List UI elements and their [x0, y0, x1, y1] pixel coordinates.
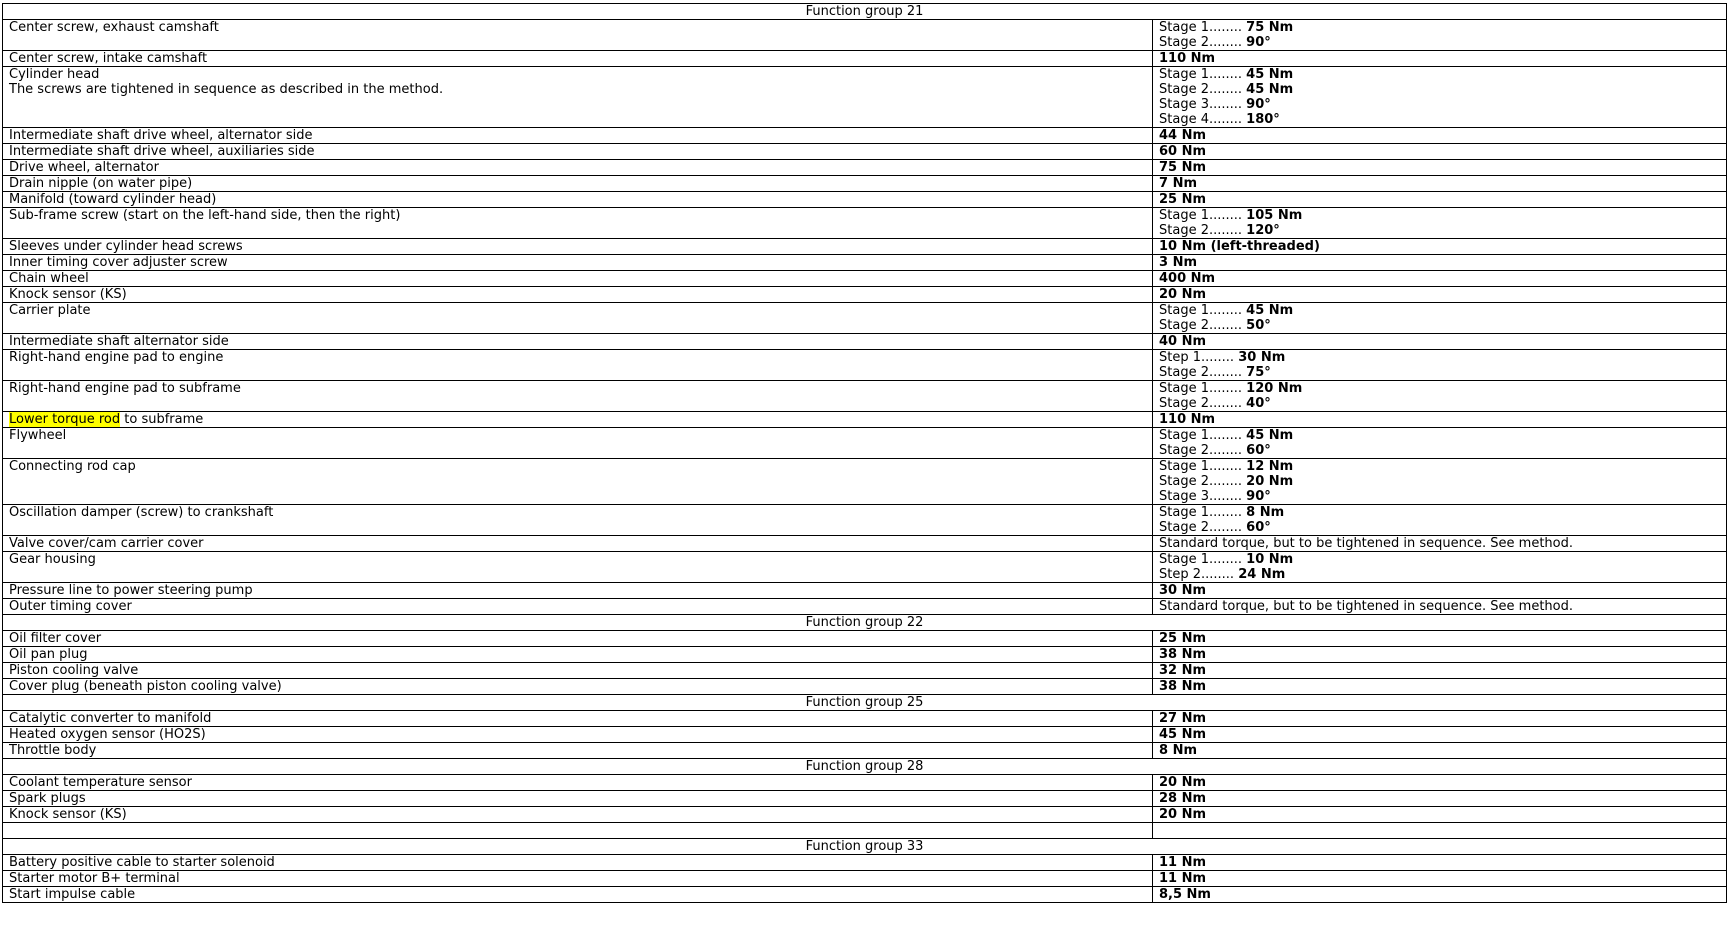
stage-label: Step 1........ [1159, 350, 1239, 365]
stage-label: Stage 3........ [1159, 97, 1247, 112]
stage-label: Stage 1........ [1159, 459, 1247, 474]
torque-spec-line [1159, 807, 1726, 822]
table-row [3, 192, 1727, 208]
table-row [3, 599, 1727, 615]
torque-spec-line [1159, 887, 1726, 902]
torque-value: 8 Nm [1246, 505, 1285, 520]
torque-value: 44 Nm [1159, 128, 1207, 143]
table-row [3, 239, 1727, 255]
torque-spec-cell [1153, 303, 1727, 334]
torque-spec-line [1159, 552, 1726, 567]
stage-label: Stage 2........ [1159, 396, 1247, 411]
function-group-title: Function group 21 [3, 4, 1727, 20]
component-description: Sleeves under cylinder head screws [9, 239, 243, 254]
component-description: Starter motor B+ terminal [9, 871, 180, 886]
component-cell [3, 192, 1153, 208]
torque-value: 28 Nm [1159, 791, 1207, 806]
component-description: Knock sensor (KS) [9, 807, 127, 822]
component-cell [3, 51, 1153, 67]
torque-spec-cell [1153, 20, 1727, 51]
torque-spec-cell [1153, 334, 1727, 350]
component-cell [3, 428, 1153, 459]
table-row [3, 505, 1727, 536]
component-description: Intermediate shaft drive wheel, auxiliaries side [9, 144, 315, 159]
stage-label: Stage 4........ [1159, 112, 1247, 127]
component-description: Catalytic converter to manifold [9, 711, 212, 726]
component-description: Manifold (toward cylinder head) [9, 192, 217, 207]
torque-spec-cell [1153, 412, 1727, 428]
torque-value: 12 Nm [1246, 459, 1294, 474]
torque-spec-line [1159, 334, 1726, 349]
torque-spec-line [1159, 871, 1726, 886]
component-cell [3, 334, 1153, 350]
component-description: Carrier plate [9, 303, 91, 318]
torque-spec-cell [1153, 791, 1727, 807]
torque-spec-cell [1153, 160, 1727, 176]
component-cell [3, 775, 1153, 791]
torque-spec-line [1159, 536, 1726, 551]
torque-table-body [3, 4, 1727, 903]
component-cell [3, 128, 1153, 144]
table-row [3, 583, 1727, 599]
component-cell [3, 459, 1153, 505]
torque-spec-cell [1153, 807, 1727, 823]
component-description: Outer timing cover [9, 599, 132, 614]
component-description: Intermediate shaft drive wheel, alternator side [9, 128, 313, 143]
torque-spec-line [1159, 51, 1726, 66]
component-description [9, 823, 1152, 838]
component-description: Oscillation damper (screw) to crankshaft [9, 505, 274, 520]
torque-spec-cell [1153, 727, 1727, 743]
torque-value: 8,5 Nm [1159, 887, 1211, 902]
group-header-row [3, 615, 1727, 631]
torque-value: 20 Nm [1159, 807, 1207, 822]
group-header-row [3, 4, 1727, 20]
torque-value: 30 Nm [1238, 350, 1286, 365]
torque-spec-line [1159, 35, 1726, 50]
component-description: Right-hand engine pad to subframe [9, 381, 241, 396]
function-group-title: Function group 25 [3, 695, 1727, 711]
torque-value: 11 Nm [1159, 871, 1207, 886]
torque-spec-line [1159, 791, 1726, 806]
torque-spec-line [1159, 303, 1726, 318]
torque-value: 120° [1246, 223, 1280, 238]
torque-value: 40 Nm [1159, 334, 1207, 349]
component-cell [3, 583, 1153, 599]
group-header-row [3, 695, 1727, 711]
torque-spec-cell [1153, 855, 1727, 871]
stage-label: Stage 1........ [1159, 381, 1247, 396]
table-row [3, 128, 1727, 144]
table-row [3, 412, 1727, 428]
table-row [3, 287, 1727, 303]
torque-spec-line [1159, 144, 1726, 159]
torque-value: 400 Nm [1159, 271, 1216, 286]
table-row [3, 67, 1727, 128]
stage-label: Stage 1........ [1159, 303, 1247, 318]
torque-spec-line [1159, 567, 1726, 582]
torque-table [2, 3, 1727, 903]
torque-spec-line [1159, 318, 1726, 333]
torque-value: 25 Nm [1159, 631, 1207, 646]
component-cell [3, 381, 1153, 412]
torque-spec-line [1159, 287, 1726, 302]
torque-spec-cell [1153, 192, 1727, 208]
table-row [3, 459, 1727, 505]
stage-label: Stage 1........ [1159, 552, 1247, 567]
torque-value: 60 Nm [1159, 144, 1207, 159]
table-row [3, 552, 1727, 583]
stage-label: Stage 2........ [1159, 223, 1247, 238]
torque-spec-cell [1153, 823, 1727, 839]
component-description: Center screw, intake camshaft [9, 51, 208, 66]
group-header-row [3, 839, 1727, 855]
component-cell [3, 144, 1153, 160]
table-row [3, 887, 1727, 903]
stage-label: Stage 1........ [1159, 428, 1247, 443]
torque-spec-line [1159, 208, 1726, 223]
torque-spec-line [1159, 775, 1726, 790]
torque-spec-line [1159, 271, 1726, 286]
table-row [3, 823, 1727, 839]
torque-spec-line [1159, 599, 1726, 614]
torque-value: 24 Nm [1238, 567, 1286, 582]
stage-label: Stage 1........ [1159, 67, 1247, 82]
description-remainder: to subframe [120, 412, 204, 427]
component-cell [3, 727, 1153, 743]
table-row [3, 271, 1727, 287]
table-row [3, 807, 1727, 823]
torque-value: 75° [1246, 365, 1271, 380]
table-row [3, 350, 1727, 381]
torque-value: 3 Nm [1159, 255, 1197, 270]
torque-value: 105 Nm [1246, 208, 1303, 223]
torque-value: 90° [1246, 97, 1271, 112]
table-row [3, 791, 1727, 807]
torque-value: 32 Nm [1159, 663, 1207, 678]
component-cell [3, 20, 1153, 51]
torque-value: 120 Nm [1246, 381, 1303, 396]
component-description: Valve cover/cam carrier cover [9, 536, 204, 551]
torque-spec-cell [1153, 775, 1727, 791]
table-row [3, 663, 1727, 679]
component-description: Cylinder head [9, 67, 100, 82]
torque-spec-cell [1153, 552, 1727, 583]
component-cell [3, 303, 1153, 334]
component-cell [3, 350, 1153, 381]
torque-value: 45 Nm [1246, 303, 1294, 318]
component-cell [3, 855, 1153, 871]
component-cell [3, 711, 1153, 727]
table-row [3, 743, 1727, 759]
table-row [3, 208, 1727, 239]
torque-value: 40° [1246, 396, 1271, 411]
stage-label: Stage 2........ [1159, 35, 1247, 50]
torque-spec-cell [1153, 287, 1727, 303]
component-description: Right-hand engine pad to engine [9, 350, 224, 365]
torque-spec-line [1159, 365, 1726, 380]
component-cell [3, 505, 1153, 536]
torque-value: 45 Nm [1246, 82, 1294, 97]
torque-spec-cell [1153, 144, 1727, 160]
table-row [3, 855, 1727, 871]
function-group-title: Function group 28 [3, 759, 1727, 775]
component-cell [3, 176, 1153, 192]
torque-value: 38 Nm [1159, 679, 1207, 694]
torque-spec-line [1159, 443, 1726, 458]
component-description: Chain wheel [9, 271, 89, 286]
torque-spec-cell [1153, 647, 1727, 663]
table-row [3, 428, 1727, 459]
torque-value: 45 Nm [1159, 727, 1207, 742]
torque-spec-line [1159, 67, 1726, 82]
torque-spec-line [1159, 855, 1726, 870]
torque-value: 20 Nm [1159, 775, 1207, 790]
component-description: Inner timing cover adjuster screw [9, 255, 228, 270]
table-row [3, 144, 1727, 160]
torque-spec-cell [1153, 583, 1727, 599]
torque-spec-cell [1153, 743, 1727, 759]
component-description: Battery positive cable to starter solenoid [9, 855, 275, 870]
component-cell [3, 287, 1153, 303]
torque-spec-cell [1153, 871, 1727, 887]
torque-spec-cell [1153, 67, 1727, 128]
torque-spec-line [1159, 647, 1726, 662]
component-description [9, 412, 1152, 427]
torque-spec-cell [1153, 255, 1727, 271]
torque-spec-cell [1153, 599, 1727, 615]
component-description: Cover plug (beneath piston cooling valve) [9, 679, 282, 694]
table-row [3, 51, 1727, 67]
torque-value: 60° [1246, 443, 1271, 458]
component-cell [3, 160, 1153, 176]
stage-label: Standard torque, but to be tightened in sequence. See method. [1159, 536, 1574, 551]
torque-value: 38 Nm [1159, 647, 1207, 662]
component-cell [3, 67, 1153, 128]
torque-spec-cell [1153, 459, 1727, 505]
component-cell [3, 791, 1153, 807]
component-description: Oil pan plug [9, 647, 88, 662]
torque-spec-line [1159, 663, 1726, 678]
stage-label: Stage 2........ [1159, 443, 1247, 458]
component-description: Coolant temperature sensor [9, 775, 192, 790]
component-description: Center screw, exhaust camshaft [9, 20, 219, 35]
torque-spec-cell [1153, 51, 1727, 67]
torque-spec-line [1159, 505, 1726, 520]
torque-value: 90° [1246, 35, 1271, 50]
torque-spec-line [1159, 428, 1726, 443]
table-row [3, 727, 1727, 743]
torque-spec-cell [1153, 663, 1727, 679]
torque-value: 110 Nm [1159, 412, 1216, 427]
torque-spec-line [1159, 459, 1726, 474]
table-row [3, 871, 1727, 887]
torque-spec-line [1159, 350, 1726, 365]
torque-spec-cell [1153, 271, 1727, 287]
torque-value: 8 Nm [1159, 743, 1197, 758]
torque-spec-line [1159, 20, 1726, 35]
torque-value: 50° [1246, 318, 1271, 333]
torque-value: 75 Nm [1246, 20, 1294, 35]
table-row [3, 711, 1727, 727]
component-cell [3, 208, 1153, 239]
stage-label: Stage 2........ [1159, 520, 1247, 535]
stage-label: Stage 1........ [1159, 20, 1247, 35]
component-cell [3, 631, 1153, 647]
torque-spec-line [1159, 631, 1726, 646]
torque-spec-line [1159, 160, 1726, 175]
torque-value: 180° [1246, 112, 1280, 127]
table-row [3, 647, 1727, 663]
table-row [3, 20, 1727, 51]
component-cell [3, 536, 1153, 552]
component-cell [3, 647, 1153, 663]
component-description: Throttle body [9, 743, 97, 758]
torque-spec-cell [1153, 350, 1727, 381]
torque-spec-cell [1153, 711, 1727, 727]
component-description: Intermediate shaft alternator side [9, 334, 229, 349]
function-group-title: Function group 22 [3, 615, 1727, 631]
component-cell [3, 743, 1153, 759]
table-row [3, 679, 1727, 695]
component-cell [3, 255, 1153, 271]
torque-spec-cell [1153, 505, 1727, 536]
stage-label: Stage 1........ [1159, 208, 1247, 223]
torque-spec-line [1159, 223, 1726, 238]
torque-spec-cell [1153, 208, 1727, 239]
torque-spec-line [1159, 82, 1726, 97]
component-description: Drive wheel, alternator [9, 160, 159, 175]
component-description: Sub-frame screw (start on the left-hand side, then the right) [9, 208, 401, 223]
component-description: Spark plugs [9, 791, 86, 806]
torque-value: 11 Nm [1159, 855, 1207, 870]
torque-value: 25 Nm [1159, 192, 1207, 207]
torque-spec-line [1159, 743, 1726, 758]
torque-spec-line [1159, 583, 1726, 598]
stage-label: Step 2........ [1159, 567, 1239, 582]
torque-spec-cell [1153, 887, 1727, 903]
component-cell [3, 887, 1153, 903]
component-cell [3, 823, 1153, 839]
component-description: Gear housing [9, 552, 96, 567]
torque-spec-cell [1153, 176, 1727, 192]
table-row [3, 381, 1727, 412]
torque-value: 27 Nm [1159, 711, 1207, 726]
torque-value: 110 Nm [1159, 51, 1216, 66]
highlighted-text: Lower torque rod [9, 412, 121, 427]
stage-label: Stage 2........ [1159, 365, 1247, 380]
torque-value: 45 Nm [1246, 67, 1294, 82]
component-description: Drain nipple (on water pipe) [9, 176, 193, 191]
table-row [3, 160, 1727, 176]
torque-spec-line [1159, 381, 1726, 396]
torque-spec-line [1159, 412, 1726, 427]
component-description: Connecting rod cap [9, 459, 136, 474]
group-header-row [3, 759, 1727, 775]
component-description: Knock sensor (KS) [9, 287, 127, 302]
torque-value: 60° [1246, 520, 1271, 535]
torque-value: 45 Nm [1246, 428, 1294, 443]
stage-label: Stage 2........ [1159, 82, 1247, 97]
function-group-title: Function group 33 [3, 839, 1727, 855]
torque-spec-line [1159, 176, 1726, 191]
component-description: Flywheel [9, 428, 67, 443]
component-cell [3, 679, 1153, 695]
torque-spec-cell [1153, 239, 1727, 255]
torque-spec-line [1159, 112, 1726, 127]
component-description: The screws are tightened in sequence as described in the method. [9, 82, 444, 97]
component-description: Pressure line to power steering pump [9, 583, 253, 598]
torque-spec-cell [1153, 679, 1727, 695]
stage-label: Stage 3........ [1159, 489, 1247, 504]
torque-spec-line [1159, 474, 1726, 489]
torque-value: 10 Nm [1246, 552, 1294, 567]
torque-spec-line [1159, 97, 1726, 112]
torque-spec-line [1159, 727, 1726, 742]
component-cell [3, 552, 1153, 583]
table-row [3, 176, 1727, 192]
stage-label: Stage 1........ [1159, 505, 1247, 520]
component-cell [3, 807, 1153, 823]
torque-value: 75 Nm [1159, 160, 1207, 175]
torque-value: 20 Nm [1246, 474, 1294, 489]
torque-spec-line [1159, 255, 1726, 270]
stage-label: Stage 2........ [1159, 474, 1247, 489]
table-row [3, 775, 1727, 791]
component-cell [3, 663, 1153, 679]
stage-label: Standard torque, but to be tightened in sequence. See method. [1159, 599, 1574, 614]
torque-value: 10 Nm (left-threaded) [1159, 239, 1320, 254]
component-description: Heated oxygen sensor (HO2S) [9, 727, 206, 742]
torque-spec-line [1159, 239, 1726, 254]
table-row [3, 303, 1727, 334]
torque-spec-line [1159, 192, 1726, 207]
torque-spec-cell [1153, 631, 1727, 647]
torque-spec-line [1159, 520, 1726, 535]
component-cell [3, 871, 1153, 887]
torque-spec-line [1159, 396, 1726, 411]
torque-spec-cell [1153, 381, 1727, 412]
component-cell [3, 412, 1153, 428]
torque-spec-line [1159, 489, 1726, 504]
component-description: Start impulse cable [9, 887, 136, 902]
torque-spec-line [1159, 128, 1726, 143]
torque-spec-cell [1153, 428, 1727, 459]
table-row [3, 631, 1727, 647]
torque-spec-line [1159, 711, 1726, 726]
component-description: Piston cooling valve [9, 663, 139, 678]
table-row [3, 536, 1727, 552]
component-cell [3, 599, 1153, 615]
torque-value: 7 Nm [1159, 176, 1197, 191]
component-cell [3, 239, 1153, 255]
component-description: Oil filter cover [9, 631, 102, 646]
torque-value: 20 Nm [1159, 287, 1207, 302]
torque-spec-cell [1153, 536, 1727, 552]
table-row [3, 334, 1727, 350]
component-cell [3, 271, 1153, 287]
torque-value: 90° [1246, 489, 1271, 504]
torque-spec-line [1159, 679, 1726, 694]
table-row [3, 255, 1727, 271]
torque-value: 30 Nm [1159, 583, 1207, 598]
torque-spec-cell [1153, 128, 1727, 144]
stage-label: Stage 2........ [1159, 318, 1247, 333]
